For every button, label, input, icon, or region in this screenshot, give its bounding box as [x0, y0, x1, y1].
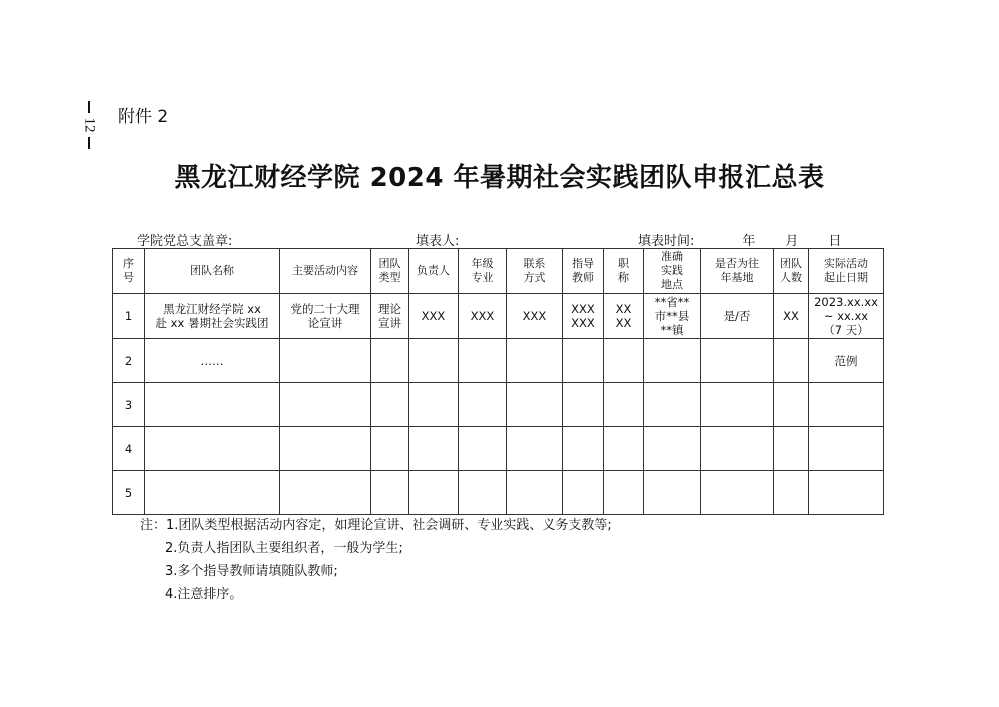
cell-activity	[280, 339, 371, 383]
cell-line: 2023.xx.xx	[814, 295, 878, 309]
cell-index: 5	[113, 471, 145, 515]
cell-advisor-title	[604, 471, 644, 515]
cell-past-base	[701, 471, 774, 515]
cell-past-base	[701, 383, 774, 427]
header-cell	[145, 249, 280, 294]
header-cell	[774, 249, 809, 294]
cell-index: 3	[113, 383, 145, 427]
cell-team-type	[371, 383, 409, 427]
cell-leader: XXX	[409, 294, 459, 339]
cell-advisor	[563, 339, 604, 383]
time-label: 填表时间:	[638, 234, 695, 249]
header-line: 人数	[780, 271, 802, 284]
header-cell	[409, 249, 459, 294]
cell-line: XXX	[571, 316, 595, 330]
header-line: 方式	[523, 271, 546, 284]
cell-location	[644, 471, 701, 515]
cell-advisor	[563, 427, 604, 471]
header-line: 联系	[523, 257, 546, 270]
cell-team-type	[371, 471, 409, 515]
header-line: 职	[618, 257, 629, 270]
cell-line: ……	[200, 353, 224, 368]
cell-team-size	[774, 471, 809, 515]
month-blank[interactable]	[755, 233, 785, 249]
summary-table	[112, 248, 884, 515]
header-line: 实践	[661, 264, 683, 277]
cell-team-size	[774, 383, 809, 427]
cell-team-name	[145, 383, 280, 427]
seal-field	[137, 230, 373, 249]
cell-past-base	[701, 339, 774, 383]
filler-blank[interactable]	[465, 233, 593, 249]
cell-line: ~ xx.xx	[823, 309, 869, 323]
header-cell	[459, 249, 507, 294]
cell-activity	[280, 383, 371, 427]
header-line: 是否为往	[715, 257, 759, 270]
cell-leader	[409, 339, 459, 383]
cell-contact	[507, 339, 563, 383]
header-line: 指导	[572, 257, 594, 270]
cell-contact	[507, 383, 563, 427]
cell-advisor	[563, 383, 604, 427]
header-line: 称	[618, 271, 629, 284]
header-line: 年级	[471, 257, 494, 270]
header-cell	[644, 249, 701, 294]
cell-grade-major	[459, 383, 507, 427]
day-blank[interactable]	[798, 233, 828, 249]
table-row	[113, 294, 884, 339]
cell-team-name	[145, 471, 280, 515]
cell-leader	[409, 427, 459, 471]
table-row	[113, 427, 884, 471]
header-cell	[280, 249, 371, 294]
cell-team-size	[774, 427, 809, 471]
cell-team-type	[371, 427, 409, 471]
cell-line: （7 天）	[823, 323, 869, 337]
cell-dates	[809, 294, 884, 339]
cell-index: 4	[113, 427, 145, 471]
cell-team-name	[145, 339, 280, 383]
filler-field	[416, 230, 593, 249]
cell-index: 1	[113, 294, 145, 339]
table-row	[113, 339, 884, 383]
page-number-dash-top	[88, 101, 90, 113]
table-row	[113, 383, 884, 427]
cell-past-base	[701, 427, 774, 471]
cell-index: 2	[113, 339, 145, 383]
header-line: 团队	[378, 257, 401, 270]
header-cell	[371, 249, 409, 294]
cell-location	[644, 294, 701, 339]
day-label: 日	[828, 234, 842, 249]
cell-team-size: XX	[774, 294, 809, 339]
cell-line: 黑龙江财经学院 xx	[163, 302, 261, 316]
cell-line: 范例	[834, 353, 858, 368]
header-line: 起止日期	[824, 271, 868, 284]
cell-team-name	[145, 427, 280, 471]
table-row	[113, 471, 884, 515]
header-line: 实际活动	[824, 257, 868, 270]
cell-line: **省**	[654, 295, 690, 309]
cell-dates	[809, 383, 884, 427]
cell-activity	[280, 294, 371, 339]
header-cell	[809, 249, 884, 294]
cell-grade-major	[459, 339, 507, 383]
cell-line: XX	[615, 316, 632, 330]
cell-leader	[409, 383, 459, 427]
cell-contact	[507, 427, 563, 471]
cell-past-base: 是/否	[701, 294, 774, 339]
header-cell	[507, 249, 563, 294]
cell-line: XXX	[571, 302, 595, 316]
header-line: 序	[123, 257, 134, 270]
seal-label: 学院党总支盖章:	[137, 234, 233, 249]
cell-grade-major	[459, 427, 507, 471]
cell-advisor	[563, 471, 604, 515]
note-4: 4.注意排序。	[165, 587, 243, 602]
cell-line: 市**县	[654, 309, 690, 323]
cell-grade-major: XXX	[459, 294, 507, 339]
header-line: 类型	[378, 271, 401, 284]
table-header-row	[113, 249, 884, 294]
cell-dates	[809, 427, 884, 471]
cell-activity	[280, 471, 371, 515]
cell-team-type	[371, 339, 409, 383]
header-cell	[113, 249, 145, 294]
header-line: 主要活动内容	[292, 264, 358, 277]
header-cell	[604, 249, 644, 294]
cell-advisor-title	[604, 294, 644, 339]
time-field	[638, 230, 841, 249]
header-line: 教师	[572, 271, 594, 284]
header-line: 负责人	[417, 264, 450, 277]
header-cell	[563, 249, 604, 294]
cell-leader	[409, 471, 459, 515]
cell-team-size	[774, 339, 809, 383]
note-1: 注：1.团队类型根据活动内容定，如理论宣讲、社会调研、专业实践、义务支教等;	[140, 518, 612, 533]
cell-team-type	[371, 294, 409, 339]
cell-dates	[809, 339, 884, 383]
filler-label: 填表人:	[416, 234, 460, 249]
header-line: 团队	[780, 257, 802, 270]
header-line: 地点	[661, 278, 683, 291]
cell-line: 党的二十大理	[290, 302, 360, 316]
header-line: 专业	[471, 271, 494, 284]
page-title: 黑龙江财经学院 2024 年暑期社会实践团队申报汇总表	[174, 163, 825, 193]
cell-location	[644, 339, 701, 383]
header-line: 号	[123, 271, 134, 284]
cell-line: 赴 xx 暑期社会实践团	[155, 316, 269, 330]
note-2: 2.负责人指团队主要组织者，一般为学生;	[165, 541, 403, 556]
header-line: 准确	[661, 250, 683, 263]
page-number-value: 12	[81, 117, 97, 133]
header-cell	[701, 249, 774, 294]
cell-advisor-title	[604, 383, 644, 427]
cell-advisor	[563, 294, 604, 339]
cell-location	[644, 383, 701, 427]
cell-team-name	[145, 294, 280, 339]
header-line: 团队名称	[190, 264, 234, 277]
cell-line: **镇	[660, 323, 684, 337]
page-number-dash-bottom	[88, 137, 90, 149]
notes	[140, 514, 612, 606]
year-label: 年	[742, 234, 756, 249]
cell-line: 理论	[378, 302, 401, 316]
cell-line: XX	[615, 302, 632, 316]
year-blank[interactable]	[700, 233, 742, 249]
cell-advisor-title	[604, 339, 644, 383]
month-label: 月	[785, 234, 799, 249]
attachment-label: 附件 2	[118, 107, 169, 127]
cell-advisor-title	[604, 427, 644, 471]
note-3: 3.多个指导教师请填随队教师;	[165, 564, 338, 579]
page-number	[78, 92, 100, 158]
header-line: 年基地	[720, 271, 754, 284]
cell-contact	[507, 471, 563, 515]
cell-activity	[280, 427, 371, 471]
cell-location	[644, 427, 701, 471]
cell-grade-major	[459, 471, 507, 515]
cell-line: 宣讲	[378, 316, 401, 330]
cell-line: 论宣讲	[307, 316, 343, 330]
cell-contact: XXX	[507, 294, 563, 339]
seal-blank[interactable]	[238, 233, 373, 249]
cell-dates	[809, 471, 884, 515]
